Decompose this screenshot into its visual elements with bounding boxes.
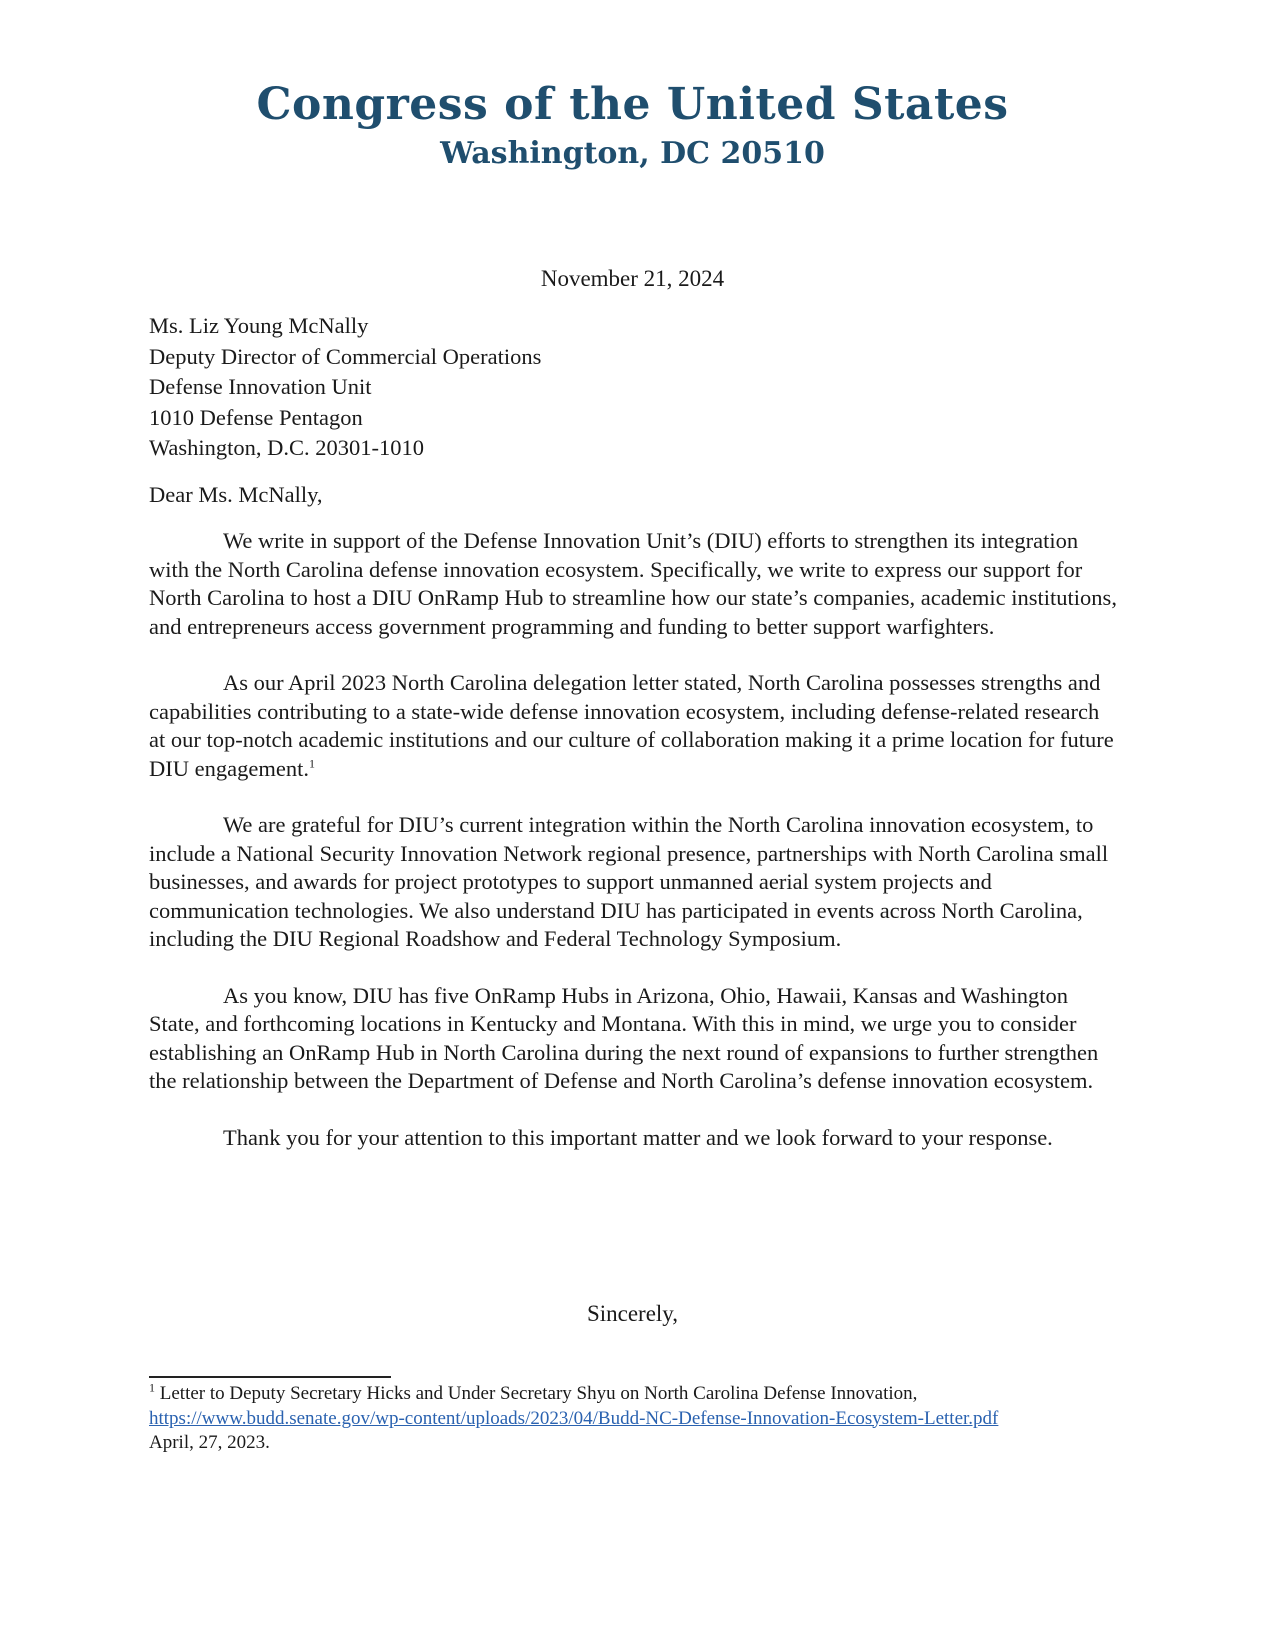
- recipient-title: Deputy Director of Commercial Operations: [149, 343, 542, 369]
- footnote-reference: 1: [308, 756, 315, 770]
- recipient-address: [149, 311, 1119, 464]
- letterhead: [0, 78, 1265, 174]
- paragraph-text: As our April 2023 North Carolina delegation letter stated, North Carolina possesses strengths and capabilities contributing to a state-wide defense innovation ecosystem, including defense-related research at our top-notch academic institutions and our culture of collaboration making it a prime location for future DIU engagement.: [149, 670, 1114, 781]
- body-paragraph: Thank you for your attention to this important matter and we look forward to your response.: [223, 1124, 1053, 1150]
- recipient-org: Defense Innovation Unit: [149, 374, 372, 399]
- footnote-divider: [149, 1376, 391, 1378]
- body-paragraph: We are grateful for DIU’s current integration within the North Carolina innovation ecosystem, to include a National Security Innovation Network regional presence, partnerships with North Carolina small businesses, and awards for project prototypes to support unmanned aerial system projects and communication technologies. We also understand DIU has participated in events across North Carolina, including the DIU Regional Roadshow and Federal Technology Symposium.: [149, 812, 1109, 951]
- letterhead-subtitle: Washington, DC 20510: [440, 136, 825, 171]
- footnote-line: [149, 1382, 1129, 1407]
- footnote-link[interactable]: https://www.budd.senate.gov/wp-content/uploads/2023/04/Budd-NC-Defense-Innovation-Ecosystem-Letter.pdf: [149, 1407, 999, 1429]
- letter-date: November 21, 2024: [540, 266, 725, 291]
- recipient-city: Washington, D.C. 20301-1010: [149, 435, 425, 460]
- footnote-date: April, 27, 2023.: [149, 1432, 270, 1453]
- salutation: Dear Ms. McNally,: [149, 482, 323, 507]
- body-paragraph: [149, 669, 1119, 783]
- recipient-street: 1010 Defense Pentagon: [149, 404, 363, 430]
- letterhead-title: Congress of the United States: [256, 79, 1009, 130]
- recipient-name: Ms. Liz Young McNally: [149, 313, 369, 338]
- footnote-url-line: [149, 1407, 1129, 1432]
- closing: Sincerely,: [586, 1301, 679, 1326]
- footnote-text: Letter to Deputy Secretary Hicks and Under Secretary Shyu on North Carolina Defense Innovation,: [159, 1383, 918, 1404]
- footnote-marker: 1: [149, 1380, 155, 1395]
- letter-body: [149, 527, 1119, 1180]
- footnote: [149, 1382, 1129, 1456]
- body-paragraph: As you know, DIU has five OnRamp Hubs in Arizona, Ohio, Hawaii, Kansas and Washington State, and forthcoming locations in Kentucky and Montana. With this in mind, we urge you to consider establishing an OnRamp Hub in North Carolina during the next round of expansions to further strengthen the relationship between the Department of Defense and North Carolina’s defense innovation ecosystem.: [149, 982, 1099, 1093]
- body-paragraph: We write in support of the Defense Innovation Unit’s (DIU) efforts to strengthen its integration with the North Carolina defense innovation ecosystem. Specifically, we write to express our support for North Carolina to host a DIU OnRamp Hub to streamline how our state’s companies, academic institutions, and entrepreneurs access government programming and funding to better support warfighters.: [149, 528, 1117, 639]
